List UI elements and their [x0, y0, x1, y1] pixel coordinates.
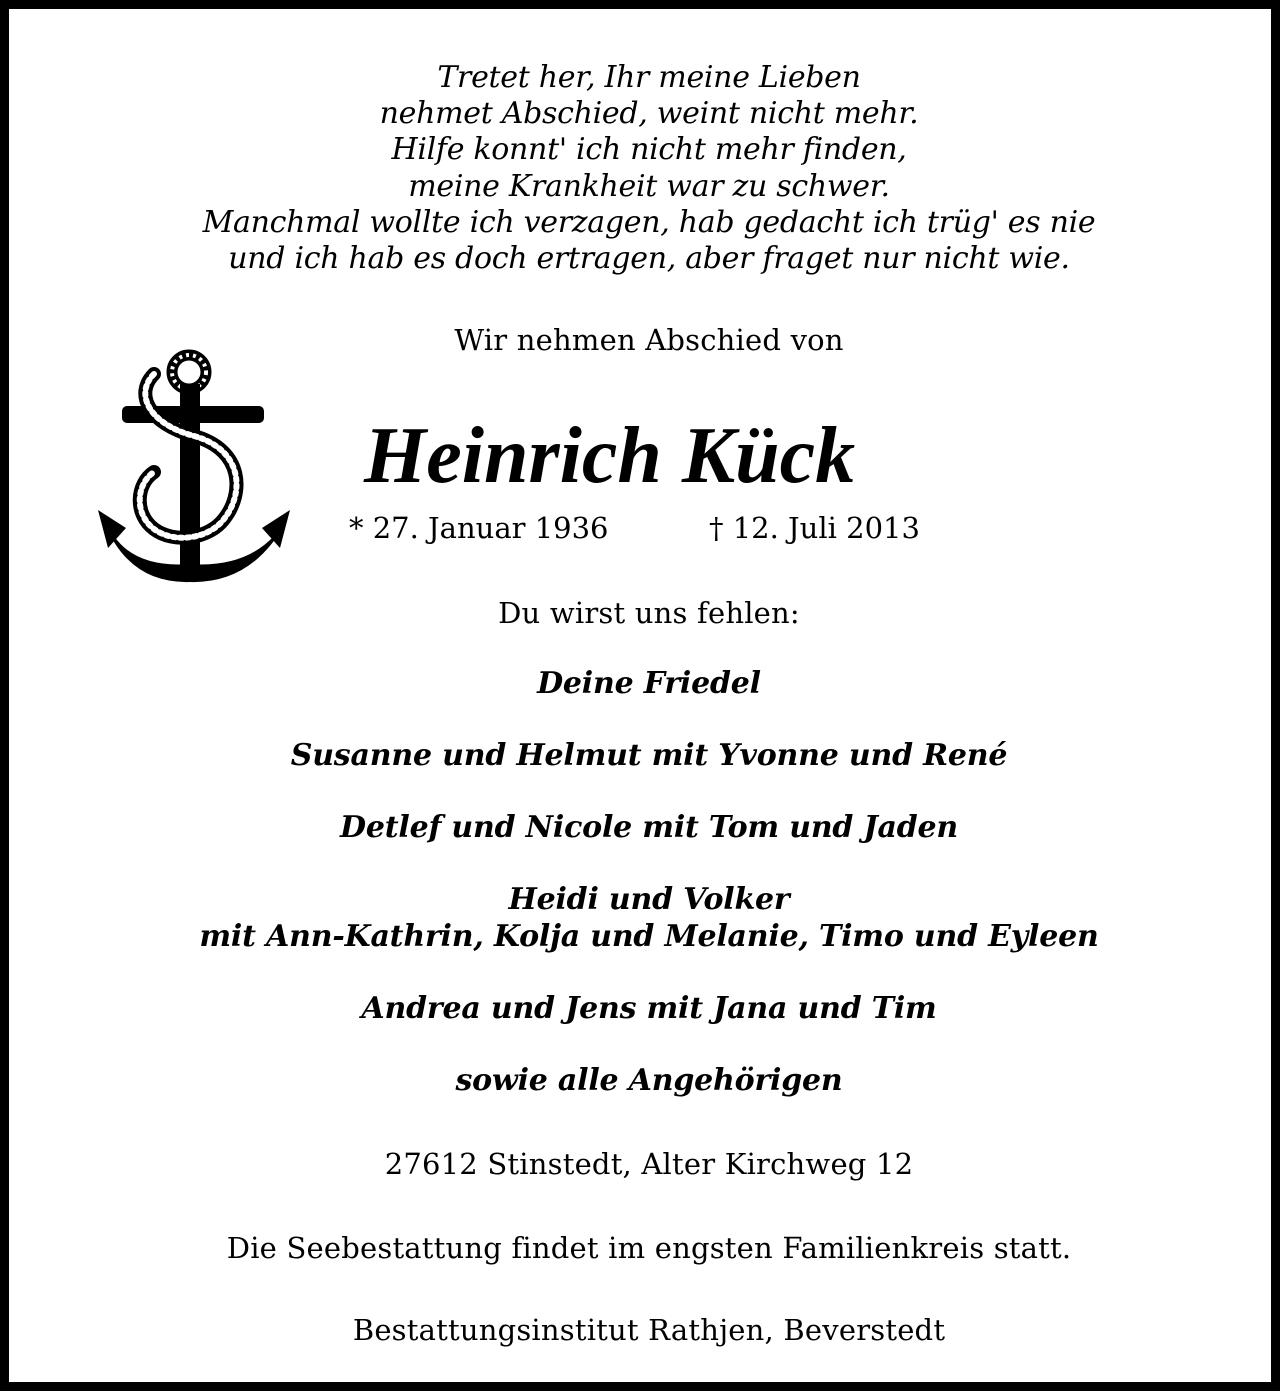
poem-line-6: und ich hab es doch ertragen, aber fraget nur nicht wie. [228, 241, 1070, 276]
address-line: 27612 Stinstedt, Alter Kirchweg 12 [384, 1147, 914, 1181]
mourner-line-1: Deine Friedel [537, 666, 761, 701]
mourner-line-5: mit Ann-Kathrin, Kolja und Melanie, Timo und Eyleen [199, 919, 1099, 954]
poem-line-3: Hilfe konnt' ich nicht mehr finden, [391, 132, 907, 167]
burial-note: Die Seebestattung findet im engsten Familienkreis statt. [226, 1231, 1072, 1265]
death-date: † 12. Juli 2013 [709, 511, 920, 545]
mourner-line-4: Heidi und Volker [508, 882, 790, 917]
poem-line-1: Tretet her, Ihr meine Lieben [437, 60, 861, 95]
mourner-line-7: sowie alle Angehörigen [455, 1063, 843, 1098]
deceased-name: Heinrich Kück [364, 412, 856, 500]
anchor-with-rope-icon [94, 344, 294, 589]
poem-line-2: nehmet Abschied, weint nicht mehr. [379, 96, 919, 131]
miss-you-line: Du wirst uns fehlen: [498, 596, 800, 630]
mourner-line-2: Susanne und Helmut mit Yvonne und René [290, 738, 1008, 773]
poem-line-5: Manchmal wollte ich verzagen, hab gedacht ich trüg' es nie [202, 205, 1096, 240]
undertaker-line: Bestattungsinstitut Rathjen, Beverstedt [352, 1313, 946, 1347]
mourner-line-6: Andrea und Jens mit Jana und Tim [361, 991, 937, 1026]
poem-line-4: meine Krankheit war zu schwer. [408, 169, 890, 204]
mourner-line-3: Detlef und Nicole mit Tom und Jaden [340, 810, 958, 845]
intro-line: Wir nehmen Abschied von [454, 323, 844, 357]
birth-date: * 27. Januar 1936 [349, 511, 609, 545]
